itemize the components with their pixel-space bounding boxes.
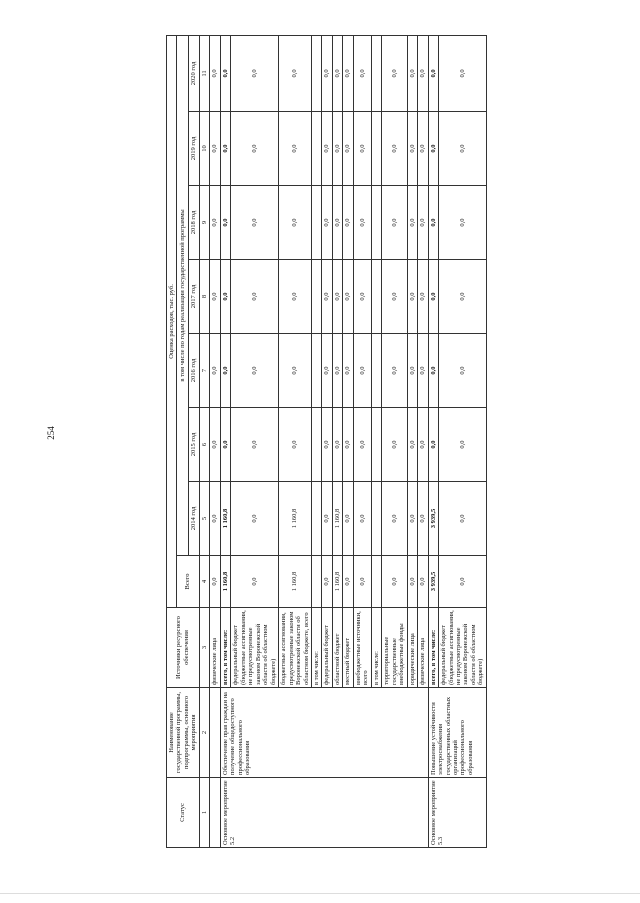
header-name: Наименование государственной программы, подпрограммы, основного мероприятия xyxy=(167,688,200,778)
header-estimate: Оценка расходов, тыс. руб. xyxy=(167,35,177,607)
row-value: 0,0 xyxy=(353,112,371,186)
header-total: Всего xyxy=(177,556,199,608)
row-value: 0,0 xyxy=(407,556,417,608)
row-source: физические лица xyxy=(418,608,428,688)
row-value: 0,0 xyxy=(439,260,487,334)
column-number: 3 xyxy=(199,608,209,688)
row-value: 0,0 xyxy=(418,408,428,482)
row-value: 0,0 xyxy=(382,35,407,111)
row-source: местный бюджет xyxy=(343,608,353,688)
column-number: 4 xyxy=(199,556,209,608)
row-value: 0,0 xyxy=(322,260,332,334)
row-status: Основное мероприятие 5.3 xyxy=(428,778,486,848)
row-value: 0,0 xyxy=(231,35,279,111)
scan-edge xyxy=(0,893,640,894)
header-year: 2019 год xyxy=(189,112,199,186)
row-value: 0,0 xyxy=(418,112,428,186)
header-year: 2018 год xyxy=(189,186,199,260)
row-value: 0,0 xyxy=(220,334,230,408)
row-value: 0,0 xyxy=(439,112,487,186)
row-name: Повышение устойчивости электроснабжения государственных областных организаций профессионального образования xyxy=(428,688,486,778)
row-value: 0,0 xyxy=(418,556,428,608)
row-value xyxy=(311,556,321,608)
row-value: 0,0 xyxy=(428,260,438,334)
row-source: юридические лица xyxy=(407,608,417,688)
row-value: 1 160,8 xyxy=(332,556,342,608)
row-value: 0,0 xyxy=(407,35,417,111)
header-by-years: в том числе по годам реализации государственной программы xyxy=(177,35,189,555)
header-year: 2015 год xyxy=(189,408,199,482)
row-value: 0,0 xyxy=(231,408,279,482)
row-value: 0,0 xyxy=(231,334,279,408)
row-value: 3 939,5 xyxy=(428,556,438,608)
row-value: 0,0 xyxy=(418,186,428,260)
column-number: 8 xyxy=(199,260,209,334)
column-number: 10 xyxy=(199,112,209,186)
row-value: 0,0 xyxy=(428,334,438,408)
row-status: Основное мероприятие 5.2 xyxy=(220,778,428,848)
row-value: 0,0 xyxy=(332,35,342,111)
row-value: 0,0 xyxy=(382,408,407,482)
row-value: 0,0 xyxy=(407,260,417,334)
row-value: 0,0 xyxy=(210,482,220,556)
row-value xyxy=(311,112,321,186)
row-source: в том числе: xyxy=(371,608,381,688)
row-value xyxy=(311,186,321,260)
row-value: 0,0 xyxy=(353,556,371,608)
row-value xyxy=(371,334,381,408)
row-value: 0,0 xyxy=(343,260,353,334)
row-value xyxy=(371,260,381,334)
header-year: 2020 год xyxy=(189,35,199,111)
row-value: 0,0 xyxy=(220,35,230,111)
row-value: 0,0 xyxy=(332,334,342,408)
row-value: 0,0 xyxy=(418,334,428,408)
row-value: 0,0 xyxy=(332,408,342,482)
row-value: 0,0 xyxy=(343,186,353,260)
row-name: Обеспечение прав граждан на получение общедоступного профессионального образования xyxy=(220,688,428,778)
row-value: 0,0 xyxy=(439,35,487,111)
row-value: 0,0 xyxy=(220,186,230,260)
row-status xyxy=(210,778,220,848)
row-value: 0,0 xyxy=(382,260,407,334)
row-value: 0,0 xyxy=(231,112,279,186)
row-source: в том числе: xyxy=(311,608,321,688)
row-value: 0,0 xyxy=(439,186,487,260)
row-source: физические лица xyxy=(210,608,220,688)
row-value: 0,0 xyxy=(231,482,279,556)
row-source: федеральный бюджет (бюджетные ассигнования, не предусмотренные законом Воронежской области об областном бюджете) xyxy=(439,608,487,688)
column-number: 2 xyxy=(199,688,209,778)
row-value: 0,0 xyxy=(343,334,353,408)
header-year: 2016 год xyxy=(189,334,199,408)
row-value: 0,0 xyxy=(210,186,220,260)
row-value: 0,0 xyxy=(210,260,220,334)
row-value: 0,0 xyxy=(279,260,312,334)
row-value: 0,0 xyxy=(343,35,353,111)
row-value: 0,0 xyxy=(279,186,312,260)
row-value: 0,0 xyxy=(353,260,371,334)
row-value: 1 160,8 xyxy=(332,482,342,556)
row-source: бюджетные ассигнования, предусмотренные законом Воронежской области об областном бюджете, всего xyxy=(279,608,312,688)
row-value: 0,0 xyxy=(210,556,220,608)
row-value: 0,0 xyxy=(332,112,342,186)
row-value: 0,0 xyxy=(210,112,220,186)
row-value: 0,0 xyxy=(407,334,417,408)
row-value xyxy=(371,556,381,608)
row-value: 0,0 xyxy=(220,260,230,334)
row-value: 1 160,8 xyxy=(220,556,230,608)
row-source: областной бюджет xyxy=(332,608,342,688)
table-row xyxy=(210,35,220,847)
row-value: 0,0 xyxy=(418,35,428,111)
header-source: Источники ресурсного обеспечения xyxy=(167,608,200,688)
row-value: 0,0 xyxy=(407,408,417,482)
row-value: 0,0 xyxy=(332,186,342,260)
row-value: 0,0 xyxy=(279,112,312,186)
row-value: 0,0 xyxy=(231,556,279,608)
row-value xyxy=(371,186,381,260)
row-value: 0,0 xyxy=(322,334,332,408)
row-value xyxy=(371,408,381,482)
rotated-table-wrapper xyxy=(166,36,602,848)
row-source: внебюджетные источники, всего xyxy=(353,608,371,688)
row-value: 0,0 xyxy=(353,482,371,556)
row-source: федеральный бюджет (бюджетные ассигнования, не предусмотренные законом Воронежской области об областном бюджете) xyxy=(231,608,279,688)
row-value: 0,0 xyxy=(382,482,407,556)
row-value: 3 939,5 xyxy=(428,482,438,556)
row-value: 0,0 xyxy=(322,35,332,111)
column-number: 6 xyxy=(199,408,209,482)
row-value: 0,0 xyxy=(407,186,417,260)
header-year: 2017 год xyxy=(189,260,199,334)
row-name xyxy=(210,688,220,778)
row-value: 0,0 xyxy=(428,112,438,186)
row-value: 0,0 xyxy=(407,112,417,186)
row-source: федеральный бюджет xyxy=(322,608,332,688)
row-value: 1 160,8 xyxy=(279,482,312,556)
row-value: 0,0 xyxy=(343,482,353,556)
row-value: 0,0 xyxy=(353,408,371,482)
row-value: 0,0 xyxy=(428,186,438,260)
row-value: 0,0 xyxy=(210,334,220,408)
row-value: 0,0 xyxy=(343,408,353,482)
row-value xyxy=(371,482,381,556)
row-value: 0,0 xyxy=(332,260,342,334)
column-number: 11 xyxy=(199,35,209,111)
row-source: территориальные государственные внебюджетные фонды xyxy=(382,608,407,688)
row-value xyxy=(371,35,381,111)
row-value: 0,0 xyxy=(382,186,407,260)
table-row xyxy=(428,35,438,847)
row-value xyxy=(371,112,381,186)
row-value: 0,0 xyxy=(428,408,438,482)
row-value: 0,0 xyxy=(220,408,230,482)
row-value: 1 160,8 xyxy=(279,556,312,608)
row-value: 0,0 xyxy=(428,35,438,111)
row-value: 0,0 xyxy=(231,186,279,260)
row-value: 0,0 xyxy=(439,556,487,608)
row-value: 0,0 xyxy=(322,186,332,260)
column-number: 9 xyxy=(199,186,209,260)
row-value xyxy=(311,408,321,482)
column-number: 1 xyxy=(199,778,209,848)
column-number: 5 xyxy=(199,482,209,556)
row-value: 0,0 xyxy=(382,112,407,186)
row-value: 0,0 xyxy=(220,112,230,186)
row-value: 0,0 xyxy=(353,35,371,111)
row-value xyxy=(311,35,321,111)
row-value: 0,0 xyxy=(418,482,428,556)
row-value: 0,0 xyxy=(343,556,353,608)
row-value: 1 160,8 xyxy=(220,482,230,556)
row-source: всего, в том числе: xyxy=(220,608,230,688)
row-value: 0,0 xyxy=(439,482,487,556)
row-value: 0,0 xyxy=(322,112,332,186)
row-value: 0,0 xyxy=(210,408,220,482)
row-value: 0,0 xyxy=(231,260,279,334)
header-status: Статус xyxy=(167,778,200,848)
row-value: 0,0 xyxy=(279,334,312,408)
row-value: 0,0 xyxy=(210,35,220,111)
row-value: 0,0 xyxy=(322,408,332,482)
row-value: 0,0 xyxy=(382,556,407,608)
table-row xyxy=(220,35,230,847)
row-value: 0,0 xyxy=(343,112,353,186)
budget-table xyxy=(166,35,487,848)
header-year: 2014 год xyxy=(189,482,199,556)
page-number: 254 xyxy=(45,426,56,440)
row-value xyxy=(311,260,321,334)
row-value: 0,0 xyxy=(382,334,407,408)
row-value: 0,0 xyxy=(279,408,312,482)
row-value: 0,0 xyxy=(353,334,371,408)
row-value xyxy=(311,482,321,556)
column-number: 7 xyxy=(199,334,209,408)
row-value: 0,0 xyxy=(322,482,332,556)
row-value: 0,0 xyxy=(407,482,417,556)
row-value: 0,0 xyxy=(439,408,487,482)
row-value: 0,0 xyxy=(439,334,487,408)
row-source: всего, в том числе: xyxy=(428,608,438,688)
row-value: 0,0 xyxy=(322,556,332,608)
row-value: 0,0 xyxy=(353,186,371,260)
row-value: 0,0 xyxy=(418,260,428,334)
row-value: 0,0 xyxy=(279,35,312,111)
row-value xyxy=(311,334,321,408)
